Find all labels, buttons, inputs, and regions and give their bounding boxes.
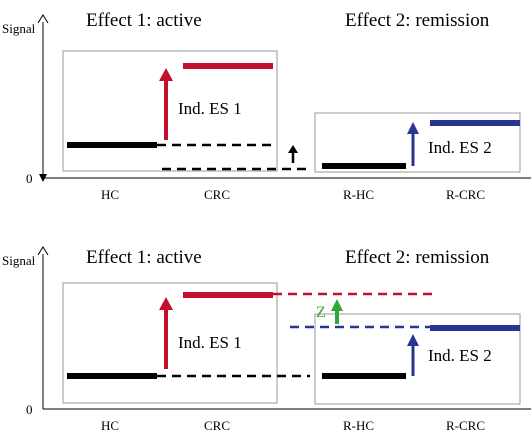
z-arrowhead xyxy=(331,299,343,311)
effect2-title: Effect 2: remission xyxy=(345,247,490,268)
effect1-title: Effect 1: active xyxy=(86,10,202,31)
x-tick-hc: HC xyxy=(101,418,120,433)
x-tick-crc: CRC xyxy=(204,418,231,433)
panel-bottom xyxy=(2,247,531,433)
effect2-title: Effect 2: remission xyxy=(345,10,490,31)
x-tick-crc: CRC xyxy=(204,187,231,202)
z-label: Z xyxy=(316,304,326,321)
es2-label: Ind. ES 2 xyxy=(428,346,492,365)
small-shift-arrowhead xyxy=(288,145,298,153)
x-tick-rhc: R-HC xyxy=(343,187,375,202)
x-tick-rhc: R-HC xyxy=(343,418,375,433)
y-axis-label: Signal xyxy=(2,253,36,268)
es2-label: Ind. ES 2 xyxy=(428,138,492,157)
es1-arrowhead xyxy=(159,68,173,81)
x-tick-hc: HC xyxy=(101,187,120,202)
es1-label: Ind. ES 1 xyxy=(178,333,242,352)
y-axis-arrowhead xyxy=(38,247,48,255)
es1-label: Ind. ES 1 xyxy=(178,99,242,118)
zero-label: 0 xyxy=(26,402,33,417)
y-axis-label: Signal xyxy=(2,21,36,36)
es2-arrowhead xyxy=(407,122,419,134)
es2-arrowhead xyxy=(407,334,419,346)
effect1-frame xyxy=(63,283,277,403)
x-tick-rcrc: R-CRC xyxy=(446,418,486,433)
panel-top xyxy=(2,10,531,202)
effect1-title: Effect 1: active xyxy=(86,247,202,268)
zero-label: 0 xyxy=(26,171,33,186)
y-axis-arrowhead xyxy=(38,15,48,23)
x-tick-rcrc: R-CRC xyxy=(446,187,486,202)
es1-arrowhead xyxy=(159,297,173,310)
